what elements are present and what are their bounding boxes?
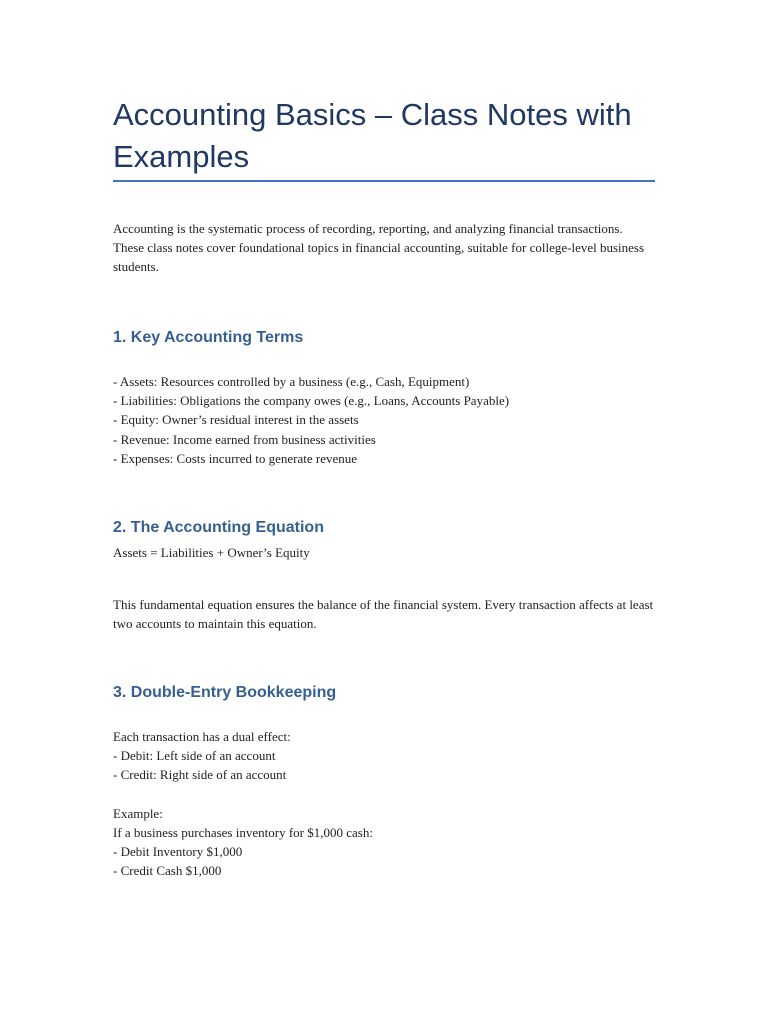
list-item: - Credit: Right side of an account xyxy=(113,767,287,783)
document-title: Accounting Basics – Class Notes with Examples xyxy=(113,97,632,174)
list-item: - Debit: Left side of an account xyxy=(113,748,276,763)
key-terms-list xyxy=(113,372,655,468)
title-underline xyxy=(113,180,655,182)
list-item: - Credit Cash $1,000 xyxy=(113,863,222,879)
list-item: - Assets: Resources controlled by a business (e.g., Cash, Equipment) xyxy=(113,374,470,389)
section-heading-double-entry: 3. Double-Entry Bookkeeping xyxy=(113,684,337,701)
accounting-equation: Assets = Liabilities + Owner’s Equity xyxy=(113,545,310,560)
example-label: Example: xyxy=(113,806,163,821)
intro-paragraph: Accounting is the systematic process of recording, reporting, and analyzing financial transactions. These class notes cover foundational topics in financial accounting, suitable for college-level business students. xyxy=(113,221,645,275)
list-item: - Equity: Owner’s residual interest in the assets xyxy=(113,412,359,428)
dual-effect-list xyxy=(113,746,655,784)
equation-explanation: This fundamental equation ensures the balance of the financial system. Every transaction affects at least two accounts to maintain this equation. xyxy=(113,597,654,632)
list-item: - Revenue: Income earned from business activities xyxy=(113,431,376,447)
dual-effect-lead: Each transaction has a dual effect: xyxy=(113,729,291,744)
list-item: - Debit Inventory $1,000 xyxy=(113,844,243,859)
example-text: If a business purchases inventory for $1,000 cash: xyxy=(113,825,373,840)
list-item: - Liabilities: Obligations the company owes (e.g., Loans, Accounts Payable) xyxy=(113,393,510,409)
example-entries-list xyxy=(113,842,655,880)
section-heading-key-terms: 1. Key Accounting Terms xyxy=(113,329,304,346)
list-item: - Expenses: Costs incurred to generate revenue xyxy=(113,450,358,466)
section-heading-accounting-equation: 2. The Accounting Equation xyxy=(113,519,324,536)
